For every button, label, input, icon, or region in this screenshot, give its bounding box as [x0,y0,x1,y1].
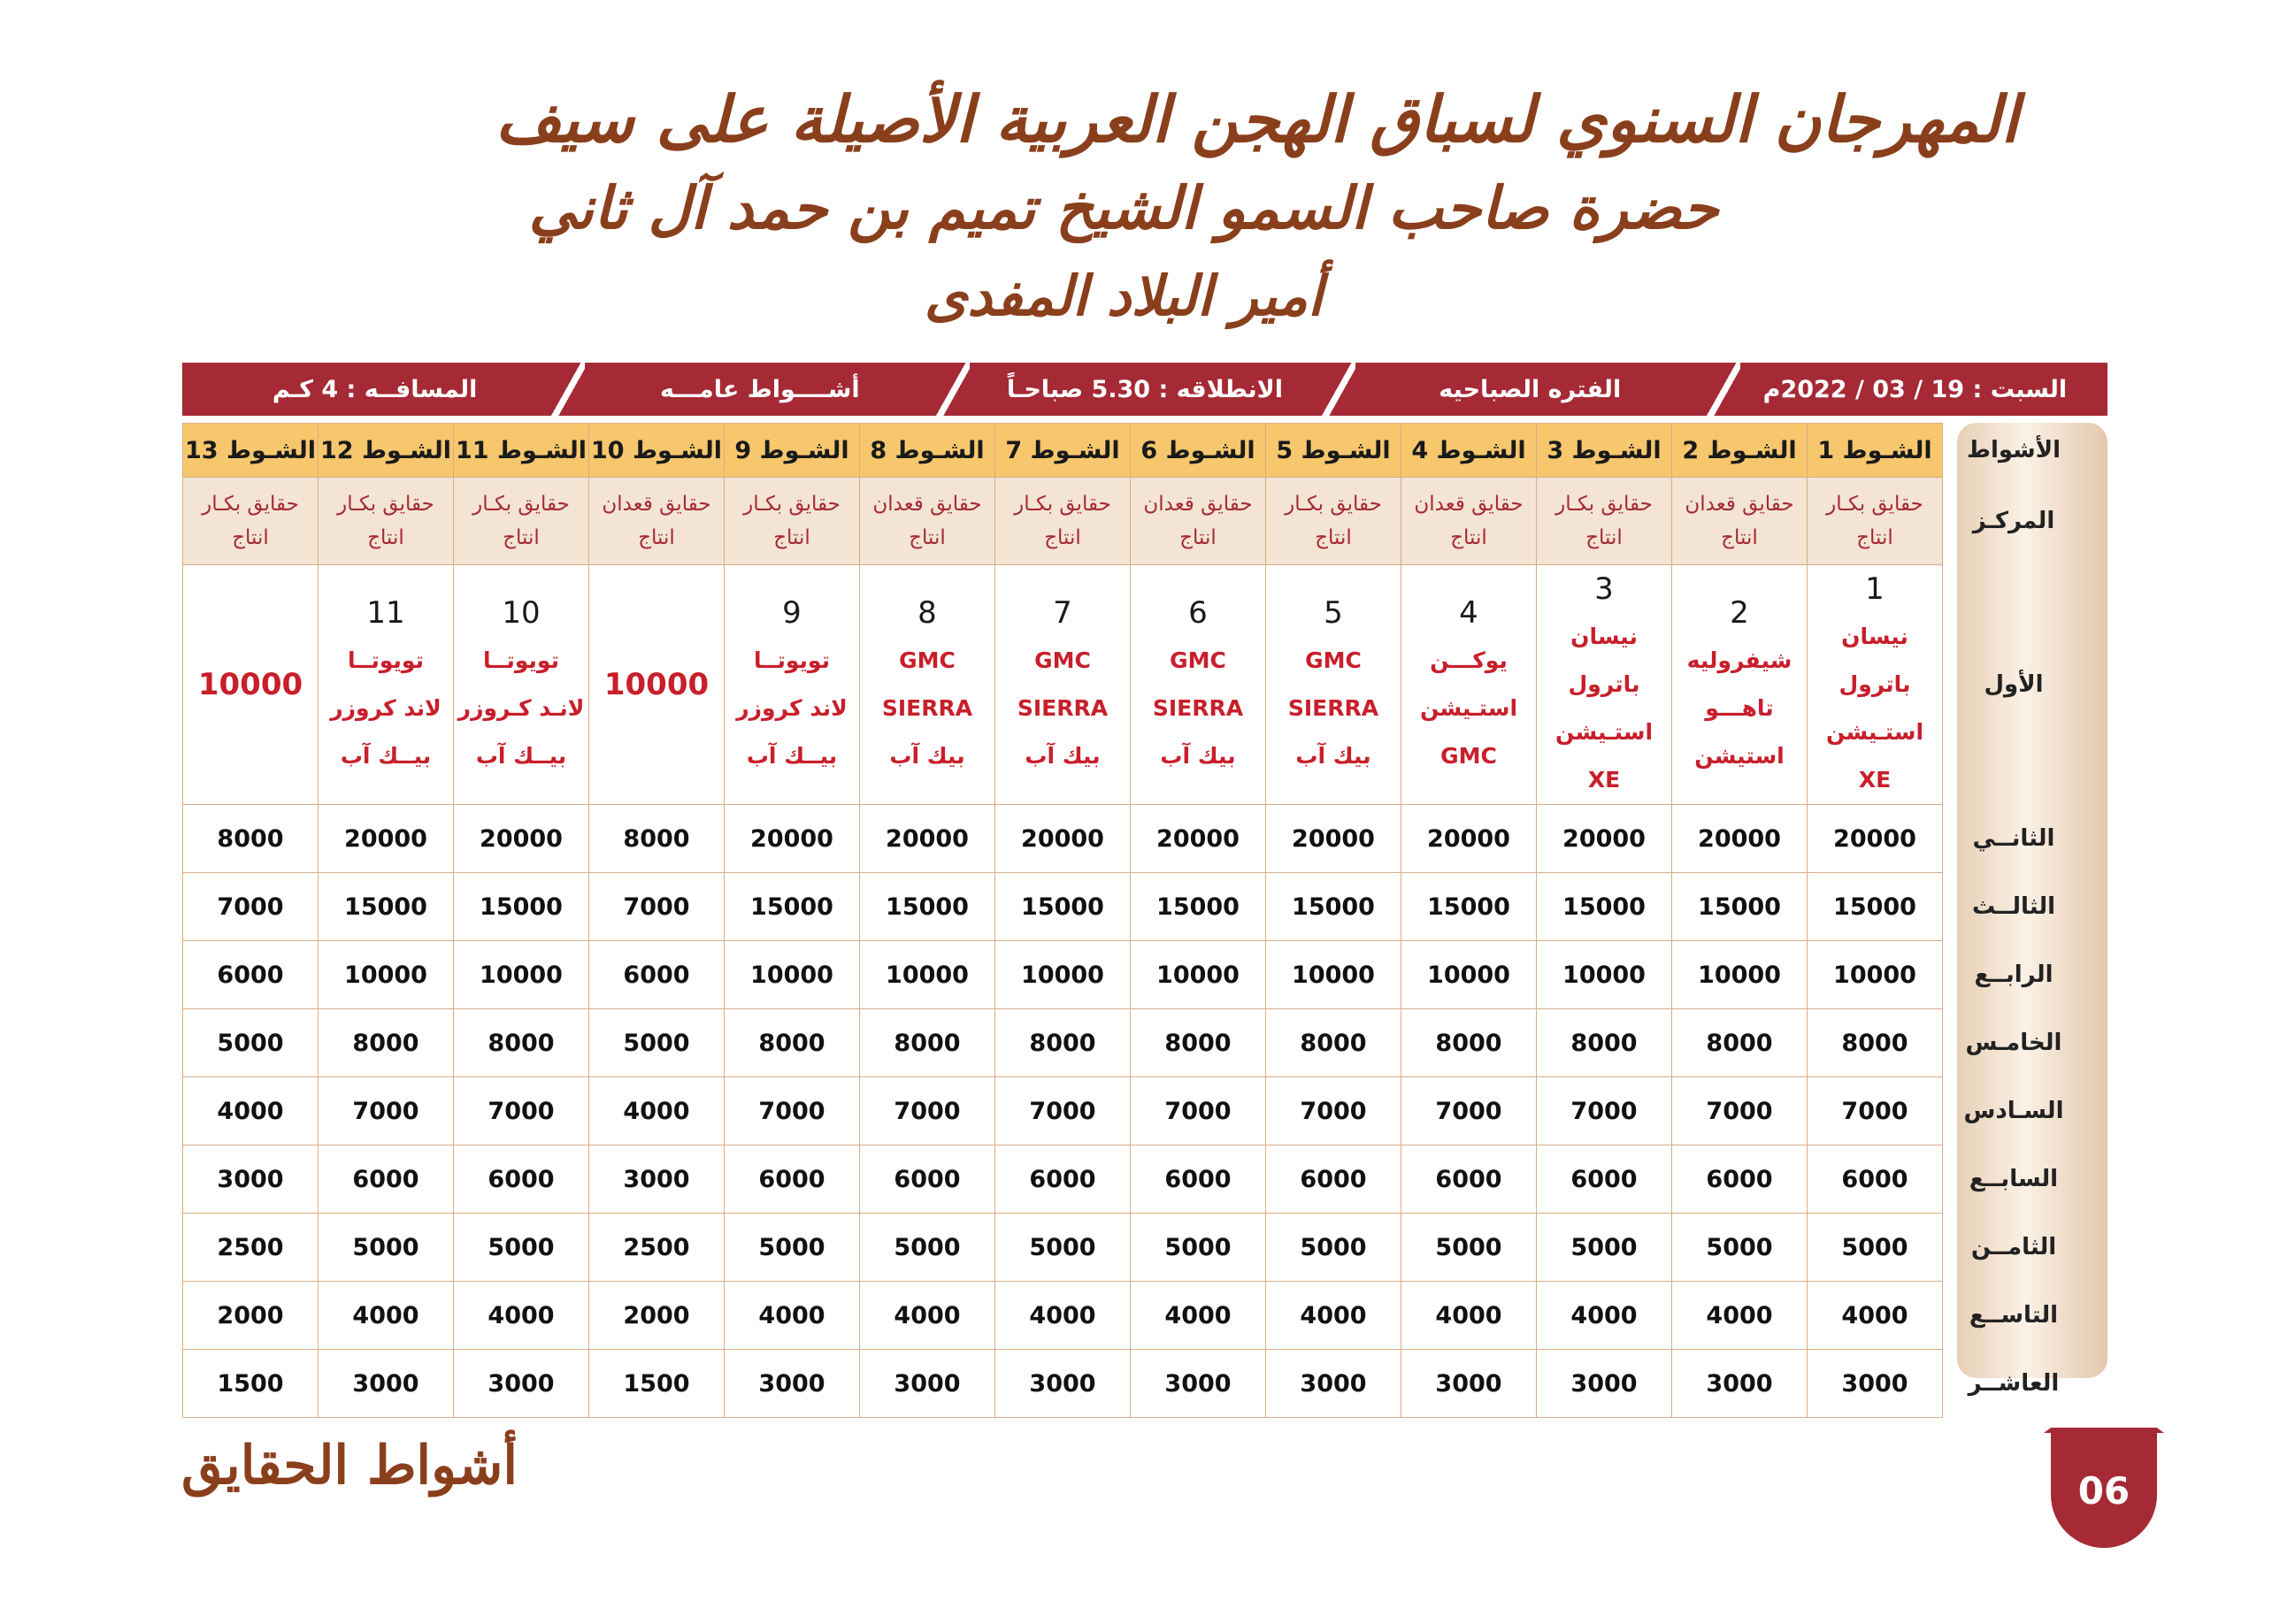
first-prize-cell [1401,565,1537,805]
prize-value: 8000 [1672,1009,1808,1077]
prize-value: 20000 [860,805,995,873]
prize-value: 7000 [1266,1077,1401,1145]
prize-value: 15000 [1266,873,1401,941]
category-cell [1537,478,1672,565]
prize-value: 2500 [183,1214,319,1282]
prize-row [183,1145,2085,1214]
row-label-rank: السابــع [1969,1166,2059,1192]
prize-value: 10000 [319,941,454,1009]
category-cell [1672,478,1808,565]
prize-value: 3000 [1131,1350,1266,1418]
first-prize-cell [1537,565,1672,805]
category-row [183,478,2085,565]
category-type: انتاج [1179,526,1217,549]
first-prize-line: استيشن [1694,743,1785,769]
category-type: انتاج [1856,526,1893,549]
prize-value: 7000 [1537,1077,1672,1145]
prize-value: 4000 [995,1282,1131,1350]
prize-value: 6000 [589,941,725,1009]
category-name: حقايق بكـار [1014,493,1111,516]
first-prize-line: GMC [1170,647,1226,673]
prize-value: 20000 [1401,805,1537,873]
category-type: انتاج [773,526,810,549]
row-label-rank: الثالــث [1971,893,2056,920]
section-title: أشواط الحقايق [181,1435,518,1497]
prize-value: 7000 [1808,1077,1943,1145]
first-prize-line: SIERRA [1152,695,1244,721]
first-prize-line: SIERRA [1017,695,1109,721]
heat-header: الشـوط 7 [995,424,1131,478]
prize-row [183,1282,2085,1350]
first-prize-cell [995,565,1131,805]
prize-value: 20000 [995,805,1131,873]
prize-value: 20000 [725,805,860,873]
heat-header: الشـوط 12 [319,424,454,478]
prize-value: 3000 [454,1350,589,1418]
category-cell [1808,478,1943,565]
prize-value: 4000 [1131,1282,1266,1350]
prize-value: 3000 [725,1350,860,1418]
prize-value: 6000 [1401,1145,1537,1214]
prize-value: 7000 [860,1077,995,1145]
prize-value: 6000 [1808,1145,1943,1214]
category-name: حقايق بكـار [743,493,841,516]
prize-number: 5 [1324,595,1343,631]
prize-number: 10 [502,595,541,631]
first-place-row [183,565,2085,805]
heat-header: الشـوط 3 [1537,424,1672,478]
prize-value: 20000 [1537,805,1672,873]
prize-number: 2 [1730,595,1749,631]
first-prize-cell [589,565,725,805]
prize-number: 8 [917,595,937,631]
prize-value: 5000 [1808,1214,1943,1282]
row-label-rank: الثامــن [1970,1234,2057,1260]
first-prize-cell [319,565,454,805]
prize-value: 7000 [1131,1077,1266,1145]
prize-row [183,1077,2085,1145]
category-cell [1401,478,1537,565]
prize-number: 3 [1594,571,1614,607]
category-type: انتاج [1450,526,1487,549]
row-label-heats: الأشواط [1966,437,2061,463]
category-type: انتاج [232,526,269,549]
prize-value: 6000 [319,1145,454,1214]
prize-row [183,1350,2085,1418]
prize-value: 20000 [319,805,454,873]
category-name: حقايق بكـار [202,493,299,516]
prize-value: 15000 [1131,873,1266,941]
first-prize-cell [725,565,860,805]
row-label-rank: الثانــي [1972,825,2055,852]
prize-value: 4000 [1672,1282,1808,1350]
prize-value: 3000 [995,1350,1131,1418]
prize-number: 9 [782,595,802,631]
prize-value: 4000 [1808,1282,1943,1350]
category-type: انتاج [1585,526,1623,549]
prize-value: 2000 [589,1282,725,1350]
prize-value: 10000 [860,941,995,1009]
heat-header: الشـوط 1 [1808,424,1943,478]
first-prize-line: GMC [1305,647,1362,673]
category-type: انتاج [1315,526,1352,549]
banner-start-time: الانطلاقه : 5.30 صباحـاً [952,363,1337,416]
prize-value: 20000 [1131,805,1266,873]
prize-value: 15000 [1672,873,1808,941]
prize-value: 4000 [589,1077,725,1145]
category-cell [1266,478,1401,565]
category-name: حقايق قعدان [1414,493,1524,516]
banner-distance: المسافــه : 4 كـم [272,375,478,403]
prize-value: 5000 [589,1009,725,1077]
prize-value: 15000 [319,873,454,941]
prize-value: 15000 [725,873,860,941]
first-prize-cell [454,565,589,805]
first-prize-cell [1266,565,1401,805]
prize-value: 15000 [995,873,1131,941]
prize-value: 6000 [725,1145,860,1214]
prize-value: 3000 [589,1145,725,1214]
first-prize-line: GMC [1440,743,1497,769]
prize-value: 3000 [183,1145,319,1214]
title-line-1: المهرجان السنوي لسباق الهجن العربية الأصيلة على سيف [495,81,2019,157]
row-label-rank: العاشــر [1968,1370,2060,1397]
category-cell [319,478,454,565]
category-cell [1131,478,1266,565]
prize-value: 10000 [1401,941,1537,1009]
prize-value: 5000 [319,1214,454,1282]
category-name: حقايق قعدان [602,493,711,516]
category-cell [183,478,319,565]
heat-header: الشـوط 4 [1401,424,1537,478]
prize-value: 4000 [860,1282,995,1350]
prize-value: 5000 [1401,1214,1537,1282]
prize-value: 2000 [183,1282,319,1350]
prize-value: 6000 [1266,1145,1401,1214]
first-prize-line: تاهـــو [1705,695,1774,721]
first-prize-line: بيــك آب [746,743,838,769]
prize-row [183,873,2085,941]
prize-row [183,1009,2085,1077]
prize-value: 8000 [1537,1009,1672,1077]
prize-value: 15000 [1401,873,1537,941]
first-prize-line: بيــك آب [340,743,432,769]
prize-value: 10000 [1266,941,1401,1009]
prize-value: 4000 [183,1077,319,1145]
category-name: حقايق بكـار [1555,493,1653,516]
first-prize-line: تويوتــا [754,647,830,673]
first-prize-line: استـيشن [1419,695,1518,721]
first-prize-line: 10000 [603,667,710,702]
heat-header-row [183,424,2085,478]
prize-value: 6000 [860,1145,995,1214]
first-prize-line: لانـد كـروزر [457,695,585,721]
prize-value: 8000 [725,1009,860,1077]
prize-value: 5000 [1537,1214,1672,1282]
first-prize-line: تويوتــا [348,647,424,673]
prize-value: 5000 [860,1214,995,1282]
prize-value: 10000 [1131,941,1266,1009]
prize-value: 7000 [995,1077,1131,1145]
row-label-center: المركـز [1972,508,2055,534]
prize-value: 6000 [183,941,319,1009]
category-cell [454,478,589,565]
prize-value: 3000 [1672,1350,1808,1418]
prize-value: 7000 [454,1077,589,1145]
category-cell [589,478,725,565]
first-prize-line: XE [1587,767,1621,793]
category-cell [995,478,1131,565]
prize-value: 6000 [454,1145,589,1214]
prize-row [183,941,2085,1009]
prize-row [183,805,2085,873]
prize-value: 8000 [1401,1009,1537,1077]
prize-value: 15000 [1537,873,1672,941]
heat-header: الشـوط 8 [860,424,995,478]
prize-value: 7000 [183,873,319,941]
title-line-2: حضرة صاحب السمو الشيخ تميم بن حمد آل ثاني [528,173,1719,242]
first-prize-line: GMC [1034,647,1091,673]
category-type: انتاج [909,526,946,549]
prize-value: 8000 [1808,1009,1943,1077]
category-cell [860,478,995,565]
prize-value: 1500 [589,1350,725,1418]
prize-value: 20000 [1266,805,1401,873]
prize-value: 15000 [454,873,589,941]
prize-value: 5000 [454,1214,589,1282]
prize-value: 20000 [454,805,589,873]
prize-value: 3000 [1808,1350,1943,1418]
prize-number: 6 [1188,595,1208,631]
prize-value: 4000 [725,1282,860,1350]
heat-header: الشـوط 6 [1131,424,1266,478]
prize-value: 5000 [725,1214,860,1282]
prize-value: 4000 [454,1282,589,1350]
first-prize-line: تويوتــا [483,647,559,673]
first-prize-cell [183,565,319,805]
prize-value: 8000 [183,805,319,873]
prize-value: 8000 [860,1009,995,1077]
calligraphy-title [495,75,2019,341]
category-type: انتاج [367,526,404,549]
prize-value: 10000 [995,941,1131,1009]
prize-value: 6000 [1537,1145,1672,1214]
prize-value: 10000 [1537,941,1672,1009]
first-prize-line: استـيشن [1555,719,1654,745]
prize-value: 5000 [183,1009,319,1077]
first-prize-line: بيك آب [1295,743,1371,769]
prize-value: 15000 [860,873,995,941]
prize-value: 10000 [725,941,860,1009]
prize-value: 3000 [860,1350,995,1418]
category-name: حقايق قعدان [1143,493,1253,516]
prize-number: 7 [1053,595,1072,631]
prize-value: 10000 [1672,941,1808,1009]
prize-value: 20000 [1808,805,1943,873]
heat-header: الشـوط 11 [454,424,589,478]
row-label-rank: السـادس [1963,1098,2064,1124]
prize-value: 4000 [1266,1282,1401,1350]
category-type: انتاج [503,526,540,549]
first-prize-line: بيك آب [1025,743,1101,769]
info-banner [182,363,2107,416]
row-label-rank: الرابــع [1974,961,2054,988]
prize-value: 20000 [1672,805,1808,873]
heat-header: الشـوط 10 [589,424,725,478]
prize-value: 7000 [589,873,725,941]
prize-value: 6000 [995,1145,1131,1214]
prize-value: 7000 [319,1077,454,1145]
heat-header: الشـوط 2 [1672,424,1808,478]
prize-value: 6000 [1131,1145,1266,1214]
prize-value: 3000 [1266,1350,1401,1418]
category-name: حقايق بكـار [472,493,570,516]
first-prize-line: SIERRA [1287,695,1379,721]
prize-value: 7000 [725,1077,860,1145]
page-number-badge: 06 [2051,1433,2157,1548]
first-prize-line: نيسان باترول [1568,624,1640,697]
prize-value: 10000 [1808,941,1943,1009]
row-label-first: الأول [1984,671,2044,698]
category-name: حقايق قعدان [1685,493,1794,516]
title-line-3: أمير البلاد المفدى [924,264,1324,328]
first-prize-cell [860,565,995,805]
prize-value: 3000 [1401,1350,1537,1418]
prize-number: 4 [1459,595,1478,631]
category-name: حقايق بكـار [337,493,434,516]
banner-date: السبت : 19 / 03 / 2022م [1723,363,2107,416]
row-label-rank: التاســع [1969,1302,2059,1329]
heat-header: الشـوط 9 [725,424,860,478]
category-name: حقايق بكـار [1826,493,1923,516]
prize-value: 8000 [1131,1009,1266,1077]
prize-value: 8000 [319,1009,454,1077]
prize-value: 7000 [1672,1077,1808,1145]
prize-row [183,1214,2085,1282]
first-prize-line: يوكـــن [1430,647,1508,673]
first-prize-cell [1131,565,1266,805]
category-name: حقايق بكـار [1285,493,1382,516]
prize-value: 4000 [1537,1282,1672,1350]
category-type: انتاج [638,526,675,549]
heat-header: الشـوط 5 [1266,424,1401,478]
prize-value: 8000 [1266,1009,1401,1077]
prize-value: 6000 [1672,1145,1808,1214]
prize-value: 8000 [589,805,725,873]
first-prize-line: لاند كروزر [736,695,848,721]
first-prize-line: استـيشن [1825,719,1924,745]
prize-value: 3000 [319,1350,454,1418]
prize-value: 1500 [183,1350,319,1418]
banner-race-type: أشــــواط عامـــه [567,363,952,416]
prize-value: 5000 [1266,1214,1401,1282]
first-prize-line: بيك آب [1160,743,1236,769]
prize-value: 5000 [995,1214,1131,1282]
category-type: انتاج [1721,526,1758,549]
first-prize-cell [1672,565,1808,805]
prize-value: 4000 [1401,1282,1537,1350]
first-prize-line: نيسان باترول [1839,624,1911,697]
row-label-rank: الخامـس [1965,1030,2062,1056]
banner-period: الفتره الصباحيه [1338,363,1723,416]
heat-header: الشـوط 13 [183,424,319,478]
prize-value: 8000 [995,1009,1131,1077]
first-prize-line: شيفروليه [1686,647,1793,673]
prize-number: 1 [1865,571,1885,607]
prize-value: 5000 [1672,1214,1808,1282]
first-prize-cell [1808,565,1943,805]
category-name: حقايق قعدان [872,493,982,516]
prize-value: 7000 [1401,1077,1537,1145]
prize-value: 15000 [1808,873,1943,941]
prize-value: 5000 [1131,1214,1266,1282]
prize-value: 4000 [319,1282,454,1350]
first-prize-line: لاند كروزر [330,695,441,721]
category-cell [725,478,860,565]
category-type: انتاج [1044,526,1081,549]
prize-table [182,423,2084,1418]
first-prize-line: SIERRA [881,695,973,721]
first-prize-line: XE [1858,767,1892,793]
first-prize-line: بيــك آب [475,743,567,769]
first-prize-line: GMC [899,647,956,673]
prize-value: 2500 [589,1214,725,1282]
first-prize-line: بيك آب [889,743,965,769]
first-prize-line: 10000 [197,667,303,702]
prize-value: 3000 [1537,1350,1672,1418]
prize-value: 8000 [454,1009,589,1077]
prize-value: 10000 [454,941,589,1009]
prize-number: 11 [366,595,405,631]
